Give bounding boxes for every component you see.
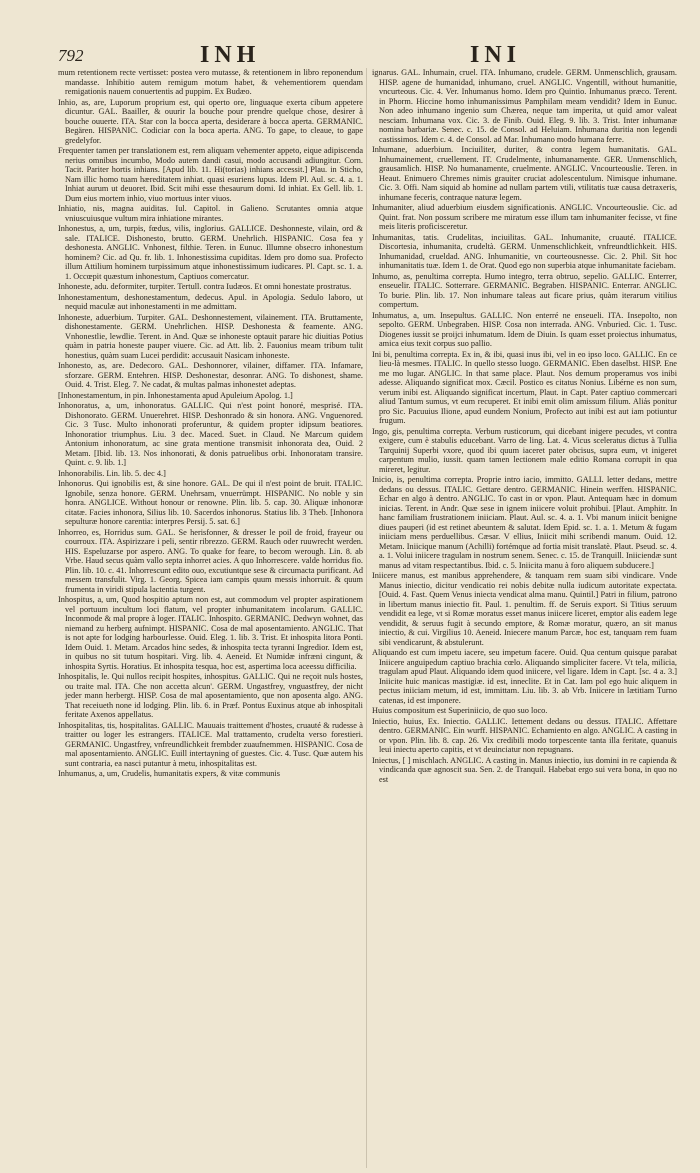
column-divider: [366, 68, 367, 1168]
dictionary-entry: Inhonestamentum, deshonestamentum, dedecus. Apul. in Apologia. Sedulo laboro, ut nequid maculæ aut inhonestamenti in me admittam.: [58, 292, 363, 311]
dictionary-entry: Huius compositum est Superiniicio, de quo suo loco.: [372, 706, 548, 715]
dictionary-entry: Inhoneste, aduerbium. Turpiter. GAL. Deshonnestement, vilainement. ITA. Bruttamente, dishonestamente. GERM. Unehrlichen. HISP. Deshonesta & feamente. ANG. Vnhonestlie, lewdlie. Terent. in And. Quæ se inhoneste optauit parare hic diuitias Potius quàm in patria honeste pauper viuere. Cic. ad Att. lib. 2. Fauonius meam tribum tulit honestius, quàm suam Lucei perdidit: accusauit Nasicam inhoneste.: [58, 312, 363, 360]
guide-word-right: INI: [470, 42, 522, 68]
dictionary-entry: Inhumo, as, penultima correpta. Humo integro, terra obtruo, sepelio. GALLIC. Enterrer, enseuelir. ITALIC. Sotterrare. GERMANIC. Begraben. HISPANIC. Enterrar. ANGLIC. To burie. Plin. lib. 17. Non inhumare taleas aut ficare prius, quàm iterarum vitilius compertum.: [372, 271, 677, 309]
dictionary-entry: Aliquando est cum impetu iacere, seu impetum facere. Ouid. Qua centum quisque parabat Iniicere anguipedum captiuo brachia cœlo. Aliquando simpliciter facere. Vt tela, milicia, tragulam apud Plaut. Aliquando idem quod iniicere, vel ligare. Idem in Capt. [sc. 4 a. 3.] Iniicite huic manicas mastigiæ. id est, inneclite. Et in Cat. Iam pol ego huic aliquem in pectus iniiciam metum, id est, immittam. Liu. lib. 3. ab Vrb. Iniicere in lætitiam Turno catenas, id est imponere.: [372, 648, 677, 705]
dictionary-entry: Inhumatus, a, um. Insepultus. GALLIC. Non enterré ne enseueli. ITA. Insepolto, non sepolto. GERM. Unbegraben. HISP. Cosa non interrada. ANG. Vnburied. Cic. 1. Tusc. Diogenes iussit se proijci inhumatum. Idem de Diuin. Is quam esset proiectus inhumatus, amica eius texit corpus suo pallio.: [372, 310, 677, 348]
dictionary-entry: Inhonoratus, a, um, inhonoratus. GALLIC. Qui n'est point honoré, mesprisé. ITA. Dishonorato. GERM. Unuerehret. HISP. Deshonrado & sin honora. ANG. Vnguenored. Cic. 3 Tusc. Multo inhonorati proferuntur, & quidem propter idipsum beatiores. Inhonoratior triumphus. Liu. 3 dec. Maced. Suet. in Claud. Ne Marcum quidem Antonium inhonoratum, ac sine grata mentione transmisit inhonorata dea, Ouid. 2 Metam. [Ibid. lib. 13. Nos inhonorati, & donis patruelibus orbi. Inhonoratam transire. Quint. c. 9. lib. 1.]: [58, 401, 363, 467]
dictionary-entry: Inhospitalis, le. Qui nullos recipit hospites, inhospitus. GALLIC. Qui ne reçoit nuls hostes, ou traite mal. ITA. Che non accetta alcun'. GERM. Ungastfrey, vnguastfrey, der nicht jeder mann herbergt. HISP. Cosa de mal aposentamiento, que non aposenta algo. ANG. That receiueth none id lodging. Plin. lib. 6. in Præf. Pontus Euxinus atque ab inhospitali feritate Axenos appellatus.: [58, 672, 363, 719]
dictionary-entry: Inhospitus, a, um, Quod hospitio aptum non est, aut commodum vel propter aspirationem vel portuum incultum loci flatum, vel propter inhumanitatem incolarum. GALLIC. Inconmode & mal propre à loger. ITALIC. Inhospito. GERMANIC. Dedwyn wohnet, das niemand zu herberg aufnimpt. HISPANIC. Cosa de mal aposentamiento. ANGLIC. That is not apte for lodging harbourlesse. Ouid. Eleg. 1. lib. 3. Trist. Et inhospita litora Ponti. Idem Ouid. 1. Metam. Arcados hinc sedes, & inhospita tecta tyranni Ingredior. Idem est, in quibus no sit tutum hospitari. Virg. lib. 4. Aeneid. Et Numidæ infræni cingunt, & inhospita Syrtis. Horatius. Et inhospita tesqua, hoc est, aspertima loca aceessu difficilia.: [58, 595, 363, 671]
dictionary-entry: Inhiatio, nis, magna auiditas. Iul. Capitol. in Galieno. Scrutantes omnia atque vniuscuiusque vultum mira inhiatione mirantes.: [58, 204, 363, 223]
dictionary-entry: Inhospitalitas, tis, hospitalitas. GALLIC. Mauuais traittement d'hostes, cruauté & rudesse à traitter ou loger les estrangers. ITALICE. Mal trattamento, crudelta verso forestieri. GERMANIC. Ungastfrey, vnfreundlichkeit frembder zuaufnemmen. HISPANIC. Cosa de mal aposentamiento. ANGLIC. Euill intertayning of guestes. Cic. 4. Tusc. Quæ autem his sunt contraria, ea nasci putantur à metu, inhospitalitas est.: [58, 720, 363, 768]
dictionary-entry: [Inhonestamentum, in pin. Inhonestamenta apud Apuleium Apolog. 1.]: [58, 390, 293, 400]
guide-word-left: INH: [200, 42, 261, 68]
dictionary-entry: Inhumane, aduerbium. Inciuiliter, duriter, & contra legem humanitatis. GAL. Inhumainement, cruellement. IT. Crudelmente, inhumanamente. GER. Unmenschlich, grausamlich. HISP. No humanamente, cruelmente. ANGLIC. Vncourteouslie. Teren. in Heaut. Enimuero Chremes nimis grauiter cruciat adolescentulum. Nimisque inhumane. Cic. 3. Offi. Nam siquid ab homine ad nullam partem vtili, vtilitatis tuæ causa detraxeris, inhumane feceris, contraque naturæ legem.: [372, 145, 677, 202]
dictionary-entry: Ini bi, penultima correpta. Ex in, & ibi, quasi inus ibi, vel in eo ipso loco. GALLIC. En ce lieu-là mesmes. ITALIC. In quello stesso luogo. GERMANIC. Eben daselbst. HISP. Ene me mo lugar. ANGLIC. In that same place. Plaut. Nos demum properamus vos inibi adesse. Aliquando significat mox. Cæcil. Postico es citatus Nonius. Libérne es non sum, verum inibi est. Aliquando significat incertum, Plaut. in Capt. Pater captiuo commercari aliud Tantum sumus, vt eum recuperet. Et inibi emit olim amissum filium. Aliás ponitur pro Sic. Pacuuius Ilione, apud eundem Nonium, Profecto aut inibi est aut iam potiuntur frugum.: [372, 349, 677, 425]
page-header: [0, 40, 700, 68]
dictionary-entry: Inhonestus, a, um, turpis, fœdus, vilis, inglorius. GALLICE. Deshonneste, vilain, ord & sale. ITALICE. Dishonesto, brutto. GERM. Unehrlich. HISPANIC. Cosa fea y deshonesta. ANGLIC. Vnhonest, filthie. Teren. in Eunuc. Illumne obsecro inhonestum hominem? Cic. ad Qu. fr. lib. 1. Inhonestissima cupiditas. Idem pro domo sua. Profecto illum Attilium hominem turpissimum atque inhonestissimum iudicares. Pl. Capt. sc. 1. a. 1. Occœpit quæstum inhonestum, Captiuos comercatur.: [58, 224, 363, 281]
dictionary-entry: Inhumanus, a, um, Crudelis, humanitatis expers, & vitæ communis: [58, 769, 280, 778]
right-column: [372, 68, 677, 1168]
dictionary-entry: Ingo, gis, penultima correpta. Verbum rusticorum, qui dicebant inigere pecudes, vt contra exigere, cum è stabulis educebant. Varro de ling. Lat. 4. Vicus sceleratus dictus à Tullia Tarquinij Superbi vxore, quod ibi quum iaceret pater obcisus, supra eum, vt inigeret carpentum mulio, iussit. quam tamen lectionem male editio Romana corrupit in qua mireret, legitur.: [372, 426, 677, 474]
dictionary-entry: Frequenter tamen per translationem est, rem aliquam vehementer appeto, eique adipiscenda nerius omnibus incumbo, Modo autem dandi casui, modo accusandi adiungitur. Corn. Tacit. Pariter hortis inhians. [Apud lib. 11. Hi(torias) inhians accessit.] Plau. in Sticho, Nam illic homo tuam hæreditatem inhiat. quasi esuriens lupus. Idem Pl. Aul. sc. 4. a. 1. Inhiat aurum ut deuoret. Ibid. Scit mihi esse thesaurum domi. Id inhiat. Ex Gell. lib. 1. Dum eius mortem inhio, viuo mortuus inter viuos.: [58, 146, 363, 203]
dictionary-entry: Iniectus, [ ] mischlach. ANGLIC. A casting in. Manus iniectio, ius domini in re capienda & vindicanda quæ agnoscit sua. Sen. 2. de Tranquil. Habebat ergo sui vera bona, in quo no est: [372, 755, 677, 784]
left-column: [58, 68, 363, 1168]
dictionary-entry: ignarus. GAL. Inhumain, cruel. ITA. Inhumano, crudele. GERM. Unmenschlich, grausam. HISP. agene de humanidad, inhumano, cruel. ANGLIC. Vngentill, without humanitie, vncurteous. Cic. 4. Ver. Inhumanus homo. Idem pro Quintio. Inhumanus præco. Terent. in Phorm. Hiccine homo inhumanissimus Pamphilam meam vendidit? Idem in Eunuc. Non adeo inhumano ingenio sum Chærea, neque tam imperita, ut quid amor valeat nesciam. Inhumana vox. Cic. 3. de Finib. Ouid. Eleg. 9. lib. 3. Trist. Inter inhumanæ nomina barbariæ. Senec. c. 15. de Consol. ad Heluiam. Inhumana duritia non legendi castissimos. Idem c. 4. de Consol. ad Mar. Inhumano modo humana ferre.: [372, 68, 677, 144]
page-number: 792: [58, 46, 84, 65]
dictionary-entry: Inhumanitas, tatis. Crudelitas, inciuilitas. GAL. Inhumanite, cruauté. ITALICE. Discortesia, inhumanita, crudeltà. GERM. Unmenschlichkeit, vnfreundtlichkeit. HIS. Inhumanidad, crueldad. ANG. Inhumanitie, vn courteousnesse. Cic. 2. Phil. Sit hoc inhumanitatis tuæ. Idem 1. de Orat. Quod ego non superbia atque inhumanitate faciebam.: [372, 232, 677, 270]
dictionary-entry: Iniectio, huius, Ex. Iniectio. GALLIC. Iettement dedans ou dessus. ITALIC. Affettare dentro. GERMANIC. Ein wurff. HISPANIC. Echamiento en algo. ANGLIC. A casting in or vpon. Plin. lib. 8. cap. 26. Vix credibili modo torpescente tanta illa feritate, quanuis leui iniectu aperto capitis, et vt deuinciatur non repugnans.: [372, 716, 677, 754]
dictionary-entry: Inhonorabilis. Lin. lib. 5. dec 4.]: [58, 468, 166, 478]
dictionary-entry: Inhonorus. Qui ignobilis est, & sine honore. GAL. De qui il n'est point de bruit. ITALIC. Ignobile, senza honore. GERM. Unehrsam, vnuerrümpt. HISPANIC. No noble y sin honra. ANGLICE. Without honour or renowne. Plin. lib. 5. cap. 30. Aliquæ inhonoræ citatæ. Facies inhonora, Silius lib. 10. Sacerdos inhonorus. Statius lib. 3 Theb. [Inhonora sepulturæ honore carentia: interpres Persij. 5. sat. 6.]: [58, 479, 363, 526]
dictionary-entry: mum retentionem recte vertisset: postea vero mutasse, & retentionem in libro reponendum mandasse. Inhibitio autem remigum motum habet, & vehementiorem quendam remigationis nauem conuertentis ad puppim. Ex Budæo.: [58, 68, 363, 96]
dictionary-entry: Iniicere manus, est manibus apprehendere, & tanquam rem suam sibi vindicare. Vnde Manus iniectio, dicitur vendicatio rei nobis debitæ nulla iudicum autoritate expectata. [Ouid. 4. Fast. Quem Venus iniecta vendicat alma manu. Quintil.] Patri in filium, patrono in libertum manus iniectio fit. Paul. 1. penultim. ff. de Seruis export. Si Titius seruum vendidit ea lege, vt si Romæ moratus esset manus iniicere liceret, emptor alis eadem lege vendidit, & seruus fugit à secundo emptore, & Romæ moratur, quæro, an sit manus iniectio, & cui. Virgilius 10. Aeneid. Iniecere manum Parcæ, hoc est, tanquam rem fuam sibi vendicarunt, & abstulerunt.: [372, 571, 677, 647]
dictionary-entry: Inicio, is, penultima correpta. Proprie intro iacio, immitto. GALLI. letter dedans, mettre dedans ou dessus. ITALIC. Gettare dentro. GERMANIC. Hinein werffen. HISPANIC. Echar en algo à dentro. ANGLIC. To cast in or vpon. Plaut. Antequam hæc in domum inicias. Terent. in Andr. Quæ sese in ignem iniicere voluit prohibui. [Plaut. Amphitr. In hanc familiam frustrationem iniiciam. Plaut. Aul. sc. 4. a. 1. Vbi manum iniicit benigne diues pauperi (id est retinet abeuntem & salutat. Idem Epid. sc. 1. a. 1. Metum & fugam iniiciam mens perduellibus. Cæsar. V ellius, Iniicit mihi scribendi manum. Ouid. 12. Metam. Iniicique manum (Achilli) fortémque ad fortia misit translatè. Plaut. Pseud. sc. 4. a. 1. Volui iniicere tragulam in nostrum senem. Senec. c. 15. de Tranquill. Iniiciendæ sunt manus ad vitam respectantibus. Ibid. c. 5. Iniicita manu à foro aliquem subducere.]: [372, 475, 677, 570]
dictionary-entry: Inhio, as, are, Luporum proprium est, qui operto ore, linguaque exerta cibum appetere dicuntur. GAL. Baailler, & ouurir la bouche pour prendre quelque chose, desirer à bouche ouuerte. ITA. Star con la bocca aperta, desiderare à bocca aperta. GERMANIC. Begären. HISPANIC. Codiciar con la boca aperta. ANG. To gape, to cleaue, to gape gredelyfor.: [58, 97, 363, 145]
dictionary-entry: Inhonesto, as, are. Dedecoro. GAL. Deshonnorer, vilainer, diffamer. ITA. Infamare, sforzare. GERM. Entehren. HISP. Deshonestar, desonrar. ANG. To dishonest, shame. Ouid. 4. Trist. Eleg. 7. Ne cadat, & multas palmas inhonestet adeptas.: [58, 361, 363, 389]
dictionary-entry: Inhorreo, es, Horridus sum. GAL. Se herisfonner, & dresser le poil de froid, frayeur ou courroux. ITA. Aspirizzare i peli, sentir ribrezzo. GERM. Rauch oder ruuwrecht werden. HIS. Espeluzarse por aspero. ANG. To quake for feare, to becom werough. Lin. 8. ab Vrbe. Haud secus quàm vallo septa inhorret acies. A quo Inhorrescere. valde horridus fio. Plin. lib. 10. c. 41. Inhorrescunt edito ouo, excutiuntque sese & circumacta purificant. Ad messem transfulit. Virg. 1. Georg. Spicea iam campis quum messis inhorruit. & quum frumenta in viridi stipula lactentia turgent.: [58, 527, 363, 594]
dictionary-entry: Inhoneste, adu. deformiter, turpiter. Tertull. contra Iudæos. Et omni honestate prostratus.: [58, 282, 352, 291]
dictionary-entry: Inhumaniter, aliud aduerbium eiusdem significationis. ANGLIC. Vncourteouslie. Cic. ad Quint. frat. Non possum scribere me miratum esse illum tam inhumaniter fecisse, vt fine meis literis proficisceretur.: [372, 203, 677, 231]
